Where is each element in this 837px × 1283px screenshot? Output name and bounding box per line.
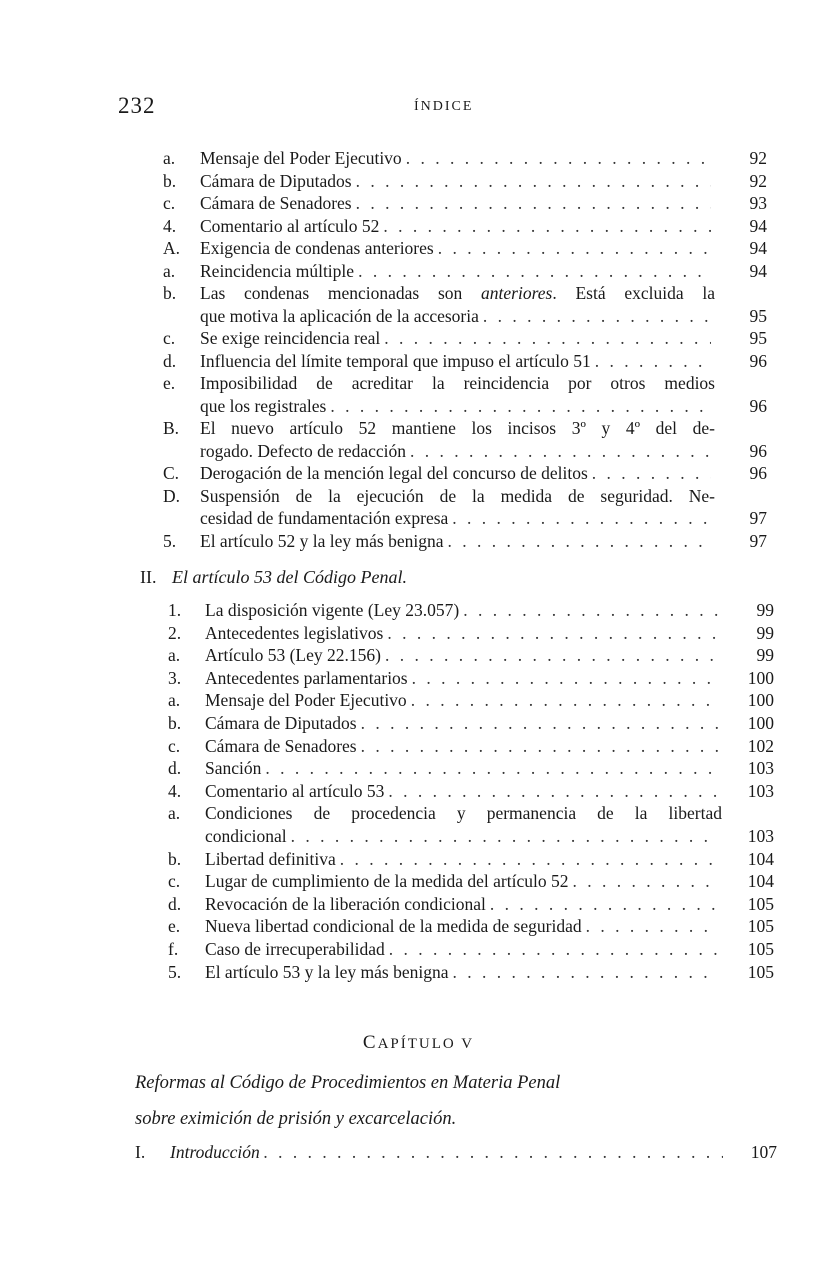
toc-entry-label: c.: [168, 871, 181, 892]
toc-entry-line: Imposibilidad de acreditar la reincidencia por otros medios: [200, 373, 715, 393]
toc-entry-label: b.: [163, 170, 177, 191]
toc-entry: [168, 644, 774, 667]
leader-dots: [291, 825, 718, 847]
toc-entry-line: Caso de irrecuperabilidad: [205, 939, 385, 959]
toc-entry-text: [205, 848, 722, 871]
toc-entry-page: 95: [749, 305, 767, 326]
toc-entry-text: [205, 915, 722, 938]
toc-entry: [168, 780, 774, 803]
toc-entry-line: El artículo 53 y la ley más benigna: [205, 961, 449, 982]
toc-entry-page: 107: [750, 1142, 777, 1162]
toc-entry-label: 5.: [168, 961, 182, 982]
leader-dots: [452, 507, 711, 529]
toc-entry-label: 4.: [168, 780, 182, 801]
toc-entry-page: 103: [747, 758, 774, 779]
toc-entry: [168, 689, 774, 712]
leader-dots: [388, 780, 718, 802]
toc-entry-line: Antecedentes parlamentarios: [205, 667, 408, 688]
toc-entry-page: 100: [747, 667, 774, 688]
toc-entry: [135, 1141, 777, 1164]
toc-entry-line: Cámara de Senadores: [200, 193, 352, 213]
leader-dots: [330, 395, 711, 417]
toc-entry: [168, 757, 774, 780]
toc-entry-page: 104: [747, 871, 774, 892]
leader-dots: [463, 599, 718, 621]
toc-entry-line: rogado. Defecto de redacción: [200, 440, 407, 461]
leader-dots: [586, 915, 718, 937]
toc-entry: [168, 599, 774, 622]
toc-entry-page: 96: [749, 463, 767, 483]
leader-dots: [490, 893, 718, 915]
toc-entry-line: El artículo 52 y la ley más benigna: [200, 530, 444, 551]
toc-entry-line: Mensaje del Poder Ejecutivo: [200, 148, 402, 168]
toc-entry-label: e.: [168, 916, 181, 937]
toc-entry-label: a.: [168, 645, 181, 666]
leader-dots: [447, 530, 711, 552]
toc-entry-page: 105: [747, 939, 774, 959]
toc-entry: [163, 147, 767, 170]
toc-entry-label: 3.: [168, 667, 182, 688]
toc-entry-label: b.: [168, 713, 182, 733]
toc-entry-text: [205, 780, 722, 803]
toc-entry-page: 104: [747, 848, 774, 869]
toc-entry-text: [205, 802, 722, 847]
toc-entry-label: I.: [135, 1142, 146, 1162]
toc-entry-text: [205, 599, 722, 622]
chapter-heading: [0, 1032, 837, 1054]
toc-entry-text: [200, 215, 715, 238]
leader-dots: [406, 147, 711, 169]
toc-entry: [163, 462, 767, 485]
toc-entry: [168, 870, 774, 893]
toc-entry-line: Condiciones de procedencia y permanencia de la libertad: [205, 803, 722, 824]
toc-entry-line: Exigencia de condenas anteriores: [200, 238, 434, 258]
toc-entry-label: a.: [168, 803, 181, 824]
toc-entry-label: c.: [163, 328, 176, 348]
toc-entry-line: Lugar de cumplimiento de la medida del artículo 52: [205, 871, 569, 892]
toc-entry: [163, 372, 767, 417]
toc-entry-text: [200, 327, 715, 350]
toc-entry-line: Mensaje del Poder Ejecutivo: [205, 690, 407, 711]
toc-entry: [168, 915, 774, 938]
toc-entry-page: 100: [747, 690, 774, 711]
leader-dots: [356, 170, 711, 192]
toc-entry-label: e.: [163, 373, 176, 393]
toc-entry-line: Libertad definitiva: [205, 848, 336, 869]
toc-entry-line: cesidad de fundamentación expresa: [200, 508, 449, 528]
leader-dots: [412, 667, 718, 689]
toc-entry-label: a.: [163, 260, 176, 281]
toc-entry: [163, 282, 767, 327]
leader-dots: [411, 689, 718, 711]
toc-entry: [168, 667, 774, 690]
toc-entry-text: [200, 350, 715, 373]
toc-entry-label: d.: [168, 893, 182, 914]
toc-entry-text: [205, 893, 722, 916]
leader-dots: [340, 848, 718, 870]
toc-entry-line: Artículo 53 (Ley 22.156): [205, 645, 381, 666]
leader-dots: [592, 462, 711, 484]
toc-entry-line: Influencia del límite temporal que impuso el artículo 51: [200, 350, 591, 371]
toc-entry-line: Cámara de Diputados: [200, 170, 352, 191]
toc-entry-label: a.: [168, 690, 181, 711]
toc-entry-line: Comentario al artículo 52: [200, 215, 380, 236]
toc-entry-page: 96: [749, 440, 767, 461]
toc-entry-label: d.: [168, 758, 182, 779]
toc-entry-label: 5.: [163, 530, 177, 551]
toc-entry-text: [200, 372, 715, 417]
toc-entry-line: Suspensión de la ejecución de la medida de seguridad. Ne-: [200, 485, 715, 506]
toc-entry: [163, 237, 767, 260]
toc-entry-line: Reincidencia múltiple: [200, 260, 355, 281]
toc-entry-page: 95: [749, 328, 767, 348]
toc-entry-text: [205, 644, 722, 667]
toc-entry-text: [205, 622, 722, 645]
toc-entry-page: 97: [749, 508, 767, 528]
toc-entry-page: 96: [749, 395, 767, 416]
toc-entry-text: [200, 192, 715, 215]
toc-entry: [163, 192, 767, 215]
toc-entry-line: La disposición vigente (Ley 23.057): [205, 600, 460, 620]
toc-entry-page: 105: [747, 893, 774, 914]
toc-entry: [163, 260, 767, 283]
toc-entry-label: C.: [163, 463, 180, 483]
toc-entry-label: 2.: [168, 622, 182, 643]
toc-entry-page: 92: [749, 170, 767, 191]
toc-entry-line: Introducción: [170, 1142, 260, 1162]
toc-entry-text: [205, 870, 722, 893]
toc-entry-page: 92: [749, 148, 767, 168]
toc-entry-line: Derogación de la mención legal del concurso de delitos: [200, 463, 588, 483]
toc-entry-page: 94: [749, 238, 767, 258]
toc-entry: [163, 215, 767, 238]
toc-entry-line: Se exige reincidencia real: [200, 328, 381, 348]
leader-dots: [356, 192, 711, 214]
toc-entry: [168, 961, 774, 984]
toc-entry-line: Antecedentes legislativos: [205, 622, 384, 643]
section-number: II.: [140, 567, 157, 587]
toc-entry: [168, 712, 774, 735]
toc-entry-page: 103: [747, 780, 774, 801]
toc-entry: [163, 350, 767, 373]
toc-entry: [168, 848, 774, 871]
toc-entry-label: 4.: [163, 215, 177, 236]
toc-entry: [168, 893, 774, 916]
toc-entry-label: d.: [163, 350, 177, 371]
toc-entry-line: Las condenas mencionadas son anteriores. Está excluida la: [200, 283, 715, 303]
toc-entry-text: [205, 667, 722, 690]
toc-entry-text: [200, 417, 715, 462]
chapter-title-line-2: sobre eximición de prisión y excarcelación.: [135, 1109, 457, 1129]
toc-entry: [168, 735, 774, 758]
leader-dots: [410, 440, 711, 462]
toc-entry-page: 99: [756, 600, 774, 620]
toc-entry-line: Nueva libertad condicional de la medida de seguridad: [205, 916, 582, 937]
toc-entry-page: 99: [756, 622, 774, 643]
toc-entry-line: Cámara de Senadores: [205, 735, 357, 756]
leader-dots: [595, 350, 711, 372]
toc-entry-text: [205, 757, 722, 780]
leader-dots: [361, 735, 718, 757]
toc-entry-page: 105: [747, 961, 774, 982]
running-head: ÍNDICE: [414, 99, 474, 114]
leader-dots: [265, 757, 718, 779]
toc-entry-page: 93: [749, 193, 767, 213]
toc-entry-label: c.: [163, 193, 176, 213]
toc-entry-page: 96: [749, 350, 767, 371]
toc-entry-text: [200, 260, 715, 283]
toc-entry-page: 94: [749, 260, 767, 281]
leader-dots: [438, 237, 711, 259]
toc-entry-text: [200, 237, 715, 260]
toc-entry-text: [205, 938, 722, 961]
toc-entry-label: A.: [163, 238, 181, 258]
leader-dots: [385, 644, 718, 666]
toc-entry: [168, 622, 774, 645]
toc-entry-text: [200, 485, 715, 530]
toc-entry-page: 102: [747, 735, 774, 756]
toc-entry: [163, 327, 767, 350]
toc-entry-text: [205, 712, 722, 735]
toc-entry-text: [205, 961, 722, 984]
toc-entry-line: Revocación de la liberación condicional: [205, 893, 486, 914]
toc-entry-text: [200, 170, 715, 193]
leader-dots: [573, 870, 719, 892]
leader-dots: [361, 712, 718, 734]
leader-dots: [264, 1141, 723, 1163]
toc-entry-text: [170, 1141, 727, 1164]
toc-entry-label: b.: [163, 283, 177, 303]
leader-dots: [358, 260, 711, 282]
chapter-heading-rest: APÍTULO V: [377, 1036, 475, 1052]
toc-entry-text: [200, 530, 715, 553]
toc-entry: [163, 170, 767, 193]
toc-entry-text: [200, 462, 715, 485]
toc-entry: [168, 802, 774, 847]
toc-entry-page: 99: [756, 645, 774, 666]
toc-entry-label: f.: [168, 939, 179, 959]
leader-dots: [387, 622, 718, 644]
toc-entry-label: D.: [163, 485, 181, 506]
leader-dots: [383, 215, 711, 237]
toc-entry-line: que los registrales: [200, 395, 327, 416]
toc-entry-text: [205, 689, 722, 712]
toc-entry-line: Sanción: [205, 758, 262, 779]
toc-entry-text: [205, 735, 722, 758]
toc-entry-line: Comentario al artículo 53: [205, 780, 385, 801]
toc-entry-page: 103: [747, 825, 774, 846]
toc-entry-page: 100: [747, 713, 774, 733]
toc-entry: [168, 938, 774, 961]
toc-entry-text: [200, 282, 715, 327]
toc-entry-line: Cámara de Diputados: [205, 713, 357, 733]
toc-entry: [163, 417, 767, 462]
toc-entry-line: que motiva la aplicación de la accesoria: [200, 305, 479, 326]
toc-entry: [163, 485, 767, 530]
toc-entry-page: 94: [749, 215, 767, 236]
chapter-title-line-1: Reformas al Código de Procedimientos en Materia Penal: [135, 1073, 561, 1093]
toc-entry-page: 97: [749, 530, 767, 551]
toc-entry-label: c.: [168, 735, 181, 756]
toc-entry-page: 105: [747, 916, 774, 937]
leader-dots: [483, 305, 711, 327]
leader-dots: [384, 327, 711, 349]
leader-dots: [389, 938, 718, 960]
page-number: 232: [118, 93, 156, 118]
toc-entry-label: b.: [168, 848, 182, 869]
toc-entry-label: a.: [163, 148, 176, 168]
toc-entry-line: El nuevo artículo 52 mantiene los incisos 3º y 4º del de-: [200, 418, 715, 438]
toc-entry-text: [200, 147, 715, 170]
toc-entry-label: 1.: [168, 600, 182, 620]
leader-dots: [452, 961, 718, 983]
chapter-heading-initial: C: [362, 1032, 378, 1053]
section-title: El artículo 53 del Código Penal.: [172, 567, 407, 587]
toc-entry-line: condicional: [205, 825, 287, 846]
toc-entry-label: B.: [163, 418, 180, 438]
toc-entry: [163, 530, 767, 553]
